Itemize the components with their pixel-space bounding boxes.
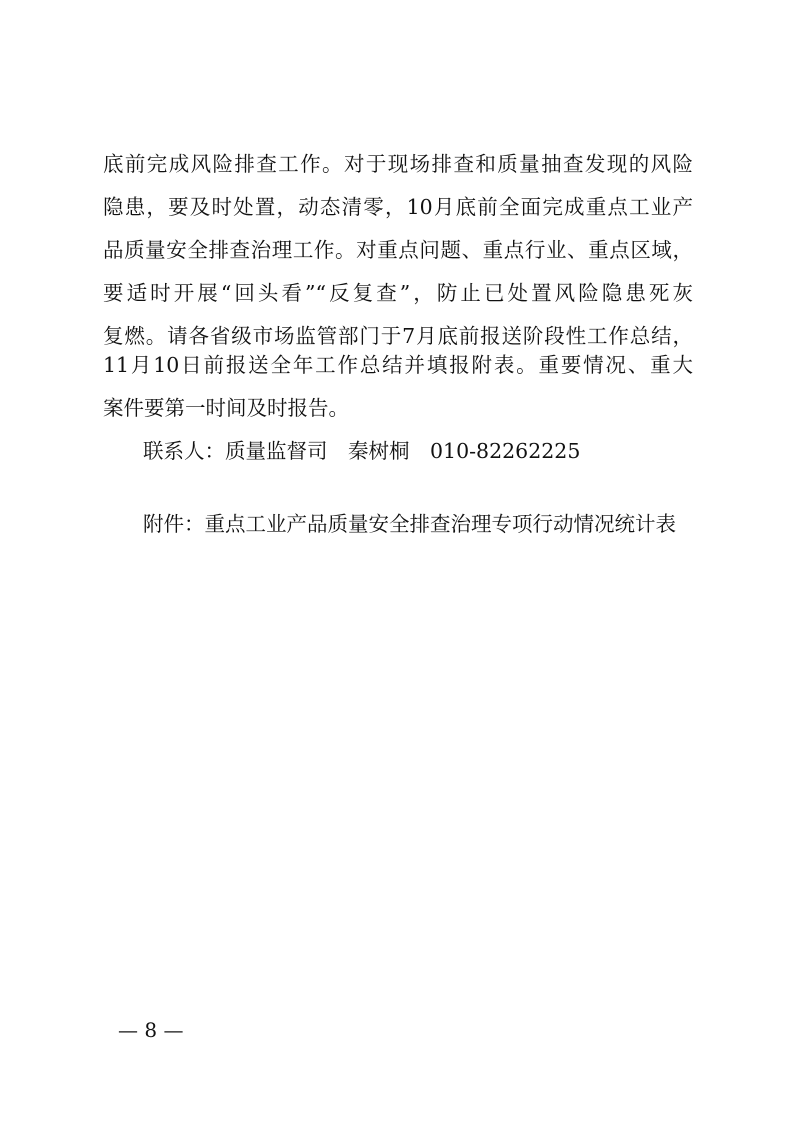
paragraph-line-1: 底前完成风险排查工作。对于现场排查和质量抽查发现的风险 — [103, 152, 693, 176]
attachment-line: 附件：重点工业产品质量安全排查治理专项行动情况统计表 — [143, 512, 676, 536]
paragraph-line-5: 复燃。请各省级市场监管部门于7月底前报送阶段性工作总结， — [103, 324, 693, 348]
paragraph-line-7: 案件要第一时间及时报告。 — [103, 396, 349, 420]
paragraph-line-4: 要适时开展“回头看”“反复查”，防止已处置风险隐患死灰 — [103, 281, 693, 305]
paragraph-line-3: 品质量安全排查治理工作。对重点问题、重点行业、重点区域， — [103, 238, 693, 262]
page-number: — 8 — — [118, 1018, 184, 1042]
paragraph-line-2: 隐患，要及时处置，动态清零，10月底前全面完成重点工业产 — [103, 195, 693, 219]
contact-line: 联系人：质量监督司 秦树桐 010-82262225 — [143, 439, 581, 463]
paragraph-line-6: 11月10日前报送全年工作总结并填报附表。重要情况、重大 — [103, 353, 693, 377]
